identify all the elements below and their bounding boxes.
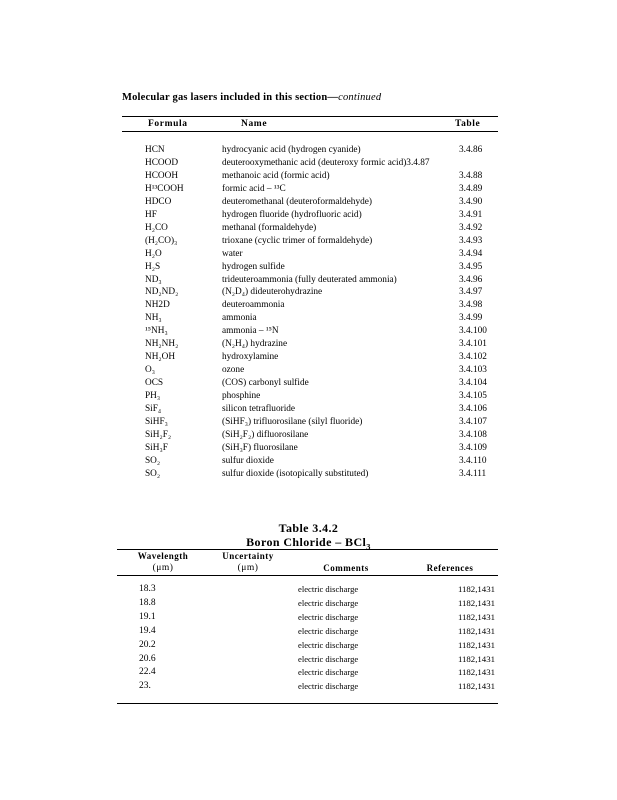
table-ref-cell: 3.4.99 [459, 313, 483, 324]
table1-row [0, 417, 617, 430]
table2-bottom-rule [117, 703, 498, 704]
table1-row [0, 223, 617, 236]
name-cell: (N₂D₄) dideuterohydrazine [222, 287, 323, 298]
table-ref-cell: 3.4.95 [459, 261, 483, 272]
table-ref-cell: 3.4.93 [459, 235, 483, 246]
table1-row [0, 339, 617, 352]
wavelength-cell: 18.8 [139, 597, 156, 608]
table-ref-cell: 3.4.98 [459, 300, 483, 311]
name-cell: phosphine [222, 391, 261, 402]
table1-row [0, 326, 617, 339]
table2-row [0, 667, 617, 680]
formula-cell: H₂O [145, 248, 162, 259]
table1-row [0, 236, 617, 249]
formula-cell: SO₂ [145, 468, 161, 479]
name-cell: sulfur dioxide (isotopically substituted) [222, 468, 369, 479]
name-cell: deuterooxymethanic acid (deuteroxy formic acid)3.4.87 [222, 157, 430, 168]
table2-header-comments: Comments [323, 563, 369, 573]
table2-title: Boron Chloride – BCl$_3$ [246, 535, 371, 552]
formula-cell: OCS [145, 378, 164, 389]
comments-cell: electric discharge [298, 681, 359, 692]
name-cell: water [222, 248, 243, 259]
name-cell: ammonia [222, 313, 257, 324]
formula-cell: ¹⁵NH₃ [145, 326, 168, 337]
references-cell: 1182,1431 [457, 639, 495, 650]
table1-row [0, 391, 617, 404]
table1-row [0, 352, 617, 365]
table1-row [0, 197, 617, 210]
table2-row [0, 626, 617, 639]
formula-cell: ND₂ND₂ [145, 287, 179, 298]
name-cell: methanal (formaldehyde) [222, 222, 317, 233]
table-ref-cell: 3.4.103 [459, 365, 487, 376]
table1-header-name: Name [241, 119, 268, 129]
formula-cell: NH₃ [145, 313, 162, 324]
table-ref-cell: 3.4.96 [459, 274, 483, 285]
name-cell: (N₂H₄) hydrazine [222, 339, 288, 350]
table-ref-cell: 3.4.111 [459, 468, 487, 479]
table2-header-uncertainty-unit: (μm) [237, 563, 259, 573]
comments-cell: electric discharge [298, 625, 359, 636]
wavelength-cell: 19.4 [139, 625, 156, 636]
comments-cell: electric discharge [298, 597, 359, 608]
references-cell: 1182,1431 [457, 584, 495, 594]
table2-row [0, 681, 617, 694]
name-cell: trioxane (cyclic trimer of formaldehyde) [222, 235, 373, 246]
table2-header-wavelength-unit: (μm) [152, 563, 174, 573]
section-heading-text: Molecular gas lasers included in this section— [122, 92, 339, 103]
table1-row [0, 430, 617, 443]
table-ref-cell: 3.4.91 [459, 209, 483, 220]
formula-cell: NH₂OH [145, 352, 176, 363]
comments-cell: electric discharge [298, 667, 359, 678]
table1-row [0, 158, 617, 171]
formula-cell: HCOOH [145, 170, 179, 181]
table2-row [0, 640, 617, 653]
wavelength-cell: 23. [139, 681, 151, 692]
table2-top-rule [117, 549, 498, 550]
table-ref-cell: 3.4.88 [459, 170, 483, 181]
references-cell: 1182,1431 [457, 611, 495, 622]
name-cell: ozone [222, 365, 245, 376]
table1-row [0, 145, 617, 158]
name-cell: hydrocyanic acid (hydrogen cyanide) [222, 145, 361, 155]
table2-row [0, 612, 617, 625]
formula-cell: O₃ [145, 365, 155, 376]
formula-cell: SiH₃F [145, 442, 168, 453]
table1-row [0, 378, 617, 391]
formula-cell: NH2D [145, 300, 170, 311]
table2-header-uncertainty: Uncertainty [222, 551, 274, 561]
table-ref-cell: 3.4.108 [459, 429, 487, 440]
table1-row [0, 469, 617, 482]
table2-number: Table 3.4.2 [278, 521, 339, 535]
wavelength-cell: 22.4 [139, 667, 156, 678]
table2-header-rule [117, 575, 498, 576]
name-cell: deuteromethanal (deuteroformaldehyde) [222, 196, 372, 207]
wavelength-cell: 20.6 [139, 653, 156, 664]
formula-cell: ND₃ [145, 274, 162, 285]
references-cell: 1182,1431 [457, 681, 495, 692]
name-cell: hydrogen fluoride (hydrofluoric acid) [222, 209, 362, 220]
formula-cell: HCOOD [145, 157, 179, 168]
formula-cell: HF [145, 209, 157, 220]
table-ref-cell: 3.4.106 [459, 404, 487, 414]
table-ref-cell: 3.4.101 [459, 339, 487, 350]
table2-row [0, 598, 617, 611]
table-ref-cell: 3.4.89 [459, 183, 483, 194]
name-cell: sulfur dioxide [222, 455, 274, 466]
table1-row [0, 171, 617, 184]
table-ref-cell: 3.4.97 [459, 287, 483, 298]
formula-cell: HDCO [145, 196, 172, 207]
comments-cell: electric discharge [298, 639, 359, 650]
table-ref-cell: 3.4.102 [459, 352, 487, 363]
table-ref-cell: 3.4.110 [459, 455, 487, 466]
table-ref-cell: 3.4.92 [459, 222, 483, 233]
table2-row [0, 654, 617, 667]
table1-row [0, 210, 617, 223]
table1-row [0, 184, 617, 197]
formula-cell: H₂S [145, 261, 161, 272]
formula-cell: SO₂ [145, 455, 161, 466]
name-cell: trideuteroammonia (fully deuterated ammonia) [222, 274, 397, 285]
references-cell: 1182,1431 [457, 625, 495, 636]
table2-row [0, 584, 617, 597]
formula-cell: PH₃ [145, 391, 161, 402]
continued-label: continued [338, 92, 382, 103]
comments-cell: electric discharge [298, 611, 359, 622]
formula-cell: H¹³COOH [145, 183, 184, 194]
wavelength-cell: 20.2 [139, 639, 156, 650]
table1-top-rule [122, 116, 498, 117]
table2-header-references: References [426, 563, 474, 573]
table-ref-cell: 3.4.107 [459, 416, 487, 427]
table-ref-cell: 3.4.100 [459, 326, 487, 337]
table-ref-cell: 3.4.104 [459, 378, 487, 389]
comments-cell: electric discharge [298, 584, 359, 594]
section-heading [122, 92, 381, 103]
table1-row [0, 365, 617, 378]
formula-cell: HCN [145, 145, 165, 155]
name-cell: ammonia – ¹⁵N [222, 326, 279, 337]
table1-header-formula: Formula [148, 119, 188, 129]
table-ref-cell: 3.4.90 [459, 196, 483, 207]
name-cell: (SiHF₃) trifluorosilane (silyl fluoride) [222, 416, 363, 427]
table-ref-cell: 3.4.86 [459, 145, 483, 155]
comments-cell: electric discharge [298, 653, 359, 664]
name-cell: (COS) carbonyl sulfide [222, 378, 309, 389]
references-cell: 1182,1431 [457, 667, 495, 678]
table1-row [0, 313, 617, 326]
name-cell: (SiH₃F) fluorosilane [222, 442, 298, 453]
formula-cell: SiHF₃ [145, 416, 168, 427]
references-cell: 1182,1431 [457, 653, 495, 664]
table1-row [0, 262, 617, 275]
table1-row [0, 443, 617, 456]
formula-cell: SiF₄ [145, 404, 162, 414]
wavelength-cell: 19.1 [139, 611, 156, 622]
formula-cell: (H₂CO)₃ [145, 235, 178, 246]
table1-header-table: Table [455, 119, 481, 129]
table-ref-cell: 3.4.94 [459, 248, 483, 259]
name-cell: formic acid – ¹³C [222, 183, 286, 194]
table2-header-wavelength: Wavelength [137, 551, 189, 561]
table-ref-cell: 3.4.109 [459, 442, 487, 453]
table-ref-cell: 3.4.105 [459, 391, 487, 402]
table1-row [0, 249, 617, 262]
formula-cell: NH₂NH₂ [145, 339, 179, 350]
formula-cell: H₂CO [145, 222, 168, 233]
formula-cell: SiH₂F₂ [145, 429, 172, 440]
name-cell: deuteroammonia [222, 300, 285, 311]
name-cell: methanoic acid (formic acid) [222, 170, 330, 181]
name-cell: hydroxylamine [222, 352, 279, 363]
table1-row [0, 275, 617, 288]
table1-row [0, 404, 617, 417]
table1-row [0, 456, 617, 469]
table1-row [0, 300, 617, 313]
references-cell: 1182,1431 [457, 597, 495, 608]
table1-header-rule [122, 131, 498, 132]
wavelength-cell: 18.3 [139, 584, 156, 594]
table1-row [0, 287, 617, 300]
name-cell: hydrogen sulfide [222, 261, 285, 272]
name-cell: silicon tetrafluoride [222, 404, 296, 414]
name-cell: (SiH₂F₂) difluorosilane [222, 429, 309, 440]
